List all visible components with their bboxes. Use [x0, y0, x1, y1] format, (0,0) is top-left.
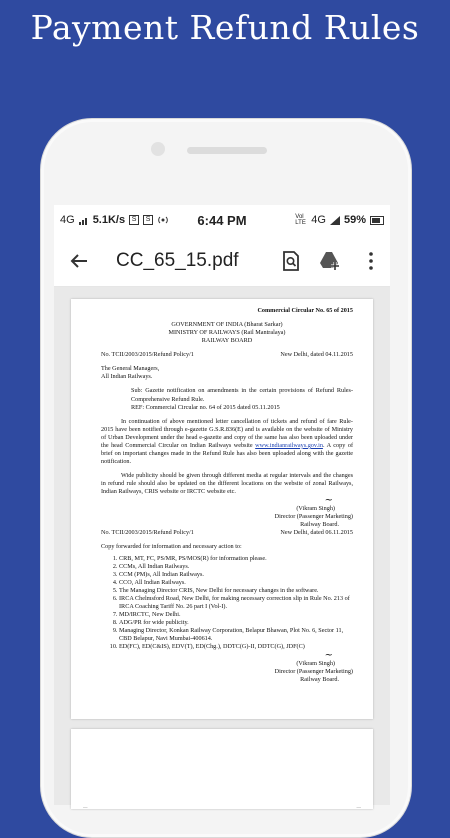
signature-mark: ~ [324, 495, 333, 507]
list-item: 3. CCM (PM)s, All Indian Railways. [119, 571, 353, 579]
document-title: CC_65_15.pdf [116, 249, 239, 271]
pdf-page-1 [71, 299, 373, 719]
app-toolbar [54, 235, 390, 287]
signatory-org: Railway Board. [300, 521, 339, 529]
list-item: 10. ED(FC), ED(C&IS), EDV(T), ED(Chg.), DDTC(G)-II, DDTC(G), JDF(C) [119, 643, 353, 651]
railways-website-link[interactable]: www.indianrailways.gov.in [255, 441, 323, 449]
battery-percent: 59% [343, 214, 366, 226]
list-item: 7. MD/IRCTC, New Delhi. [119, 611, 353, 619]
signal-icon [79, 216, 89, 225]
recipient-list [101, 555, 353, 652]
addressee-2: All Indian Railways. [101, 373, 153, 381]
more-vert-icon [369, 252, 373, 270]
addressee-1: The General Managers, [101, 365, 160, 373]
front-camera [151, 142, 165, 156]
speed-label: 5.1K/s [92, 214, 126, 226]
circular-header: Commercial Circular No. 65 of 2015 [257, 307, 353, 314]
signatory-name-2: (Vikram Singh) [296, 660, 335, 668]
banner-title: Payment Refund Rules [30, 8, 420, 47]
hotspot-icon [157, 215, 169, 225]
date-line-2: New Delhi, dated 06.11.2015 [280, 529, 353, 537]
back-button[interactable] [62, 244, 96, 278]
volte-label: Vol LTE [295, 214, 306, 226]
s-notification-icon: S [129, 215, 139, 225]
ministry-line: MINISTRY OF RAILWAYS (Rail Mantralaya) [168, 329, 286, 337]
date-line: New Delhi, dated 04.11.2015 [280, 351, 353, 359]
drive-add-icon [320, 251, 342, 271]
list-item: 9. Managing Director, Konkan Railway Corporation, Belapur Bhawan, Plot No. 6, Sector 11, CBD Belapur, Navi Mumbai-400614. [119, 627, 353, 643]
paragraph-2: Wide publicity should be given through different media at regular intervals and the changes in refund rule should also be updated on the different locations on the website of zonal Railways, Indian Railways, CRIS website or IRCTC website etc. [101, 472, 353, 496]
status-time: 6:44 PM [197, 212, 247, 228]
phone-screen [54, 205, 390, 809]
signatory-org-2: Railway Board. [300, 676, 339, 684]
back-arrow-icon [70, 253, 88, 269]
signatory-title-2: Director (Passenger Marketing) [274, 668, 353, 676]
list-item: 6. IRCA Chelmsford Road, New Delhi, for making necessary correction slip in Rule No. 213 of IRCA Coaching Tariff No. 26 part I (Vol-I). [119, 595, 353, 611]
subject-line: Sub: Gazette notification on amendments in the certain provisions of Refund Rules-Comprehensive Refund Rule. [131, 387, 353, 403]
copy-forward-line: Copy forwarded for information and necessary action to: [101, 543, 242, 551]
document-search-icon [282, 251, 300, 271]
paragraph-1: In continuation of above mentioned letter cancellation of tickets and refund of fare Rule-2015 have been notified through e-gazette G.S.R.836(E) and is available on the website of Ministry of Urban Development under the head e-gazette and copy of the same has also been uploaded under the head Commercial Circular on Indian Railways website www.indianrailways.gov.in. A copy of brief on important changes made in the Refund Rule has also been uploaded along with the gazette notification. [101, 417, 354, 465]
signatory-name: (Vikram Singh) [296, 505, 335, 513]
page-2-footer: — — [83, 804, 361, 809]
battery-icon [370, 216, 384, 225]
reference-line: REF: Commercial Circular no. 64 of 2015 dated 05.11.2015 [131, 403, 280, 411]
add-to-drive-button[interactable] [320, 250, 342, 272]
network-label-2: 4G [311, 214, 326, 226]
list-item: 2. CCMs, All Indian Railways. [119, 563, 353, 571]
reference-number-2: No. TCII/2003/2015/Refund Policy/1 [101, 529, 194, 537]
list-item: 4. CCO, All Indian Railways. [119, 579, 353, 587]
search-document-button[interactable] [280, 250, 302, 272]
network-label: 4G [60, 214, 75, 226]
s-notification-icon-2: S [143, 215, 153, 225]
more-options-button[interactable] [360, 250, 382, 272]
reference-number: No. TCII/2003/2015/Refund Policy/1 [101, 351, 194, 359]
pdf-page-2 [71, 729, 373, 809]
list-item: 1. CRB, MT, FC, PS/MR, PS/MOS(R) for information please. [119, 555, 353, 563]
earpiece-speaker [187, 147, 267, 154]
pdf-viewer[interactable] [54, 287, 390, 809]
status-bar [54, 205, 390, 235]
signatory-title: Director (Passenger Marketing) [274, 513, 353, 521]
signal-icon-2 [330, 216, 340, 225]
list-item: 5. The Managing Director CRIS, New Delhi for necessary changes in the software. [119, 587, 353, 595]
signature-mark-2: ~ [324, 650, 333, 662]
gov-line: GOVERNMENT OF INDIA (Bharat Sarkar) [171, 321, 283, 329]
list-item: 8. ADG/PR for wide publicity. [119, 619, 353, 627]
board-line: RAILWAY BOARD [201, 337, 253, 345]
